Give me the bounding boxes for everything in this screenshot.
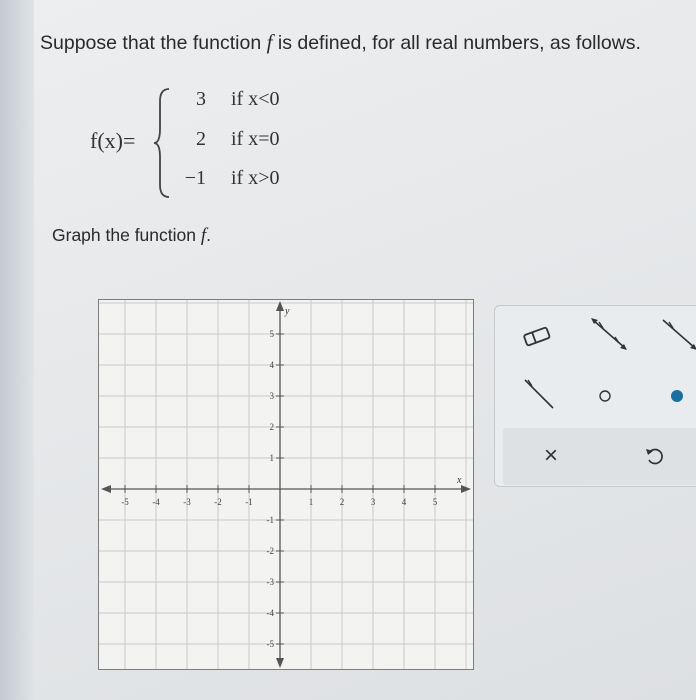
graph-toolbox [494, 305, 696, 487]
case-condition: if x=0 [231, 128, 280, 150]
segment-tool-icon [519, 374, 559, 414]
grid-lines [99, 300, 473, 669]
y-tick-label: 2 [269, 422, 274, 432]
graph-canvas[interactable] [98, 299, 474, 670]
x-tick-label: -2 [214, 497, 222, 507]
y-tick-label: 4 [269, 360, 274, 370]
x-tick-label: -1 [245, 497, 253, 507]
function-lhs: f(x)= [90, 128, 136, 153]
instruction-text: Graph the function [52, 225, 201, 245]
case-value: 2 [196, 128, 206, 150]
x-tick-label: 5 [432, 497, 438, 507]
closed-point-icon [665, 384, 689, 408]
clear-button[interactable]: × [543, 442, 558, 469]
closed-point-tool-button[interactable] [665, 384, 689, 408]
open-point-icon [593, 384, 617, 408]
y-tick-label: -4 [266, 608, 274, 618]
coordinate-plane[interactable] [99, 300, 473, 669]
segment-tool-button[interactable] [519, 374, 559, 414]
y-tick-label: -5 [266, 639, 274, 649]
x-tick-label: -5 [121, 497, 129, 507]
ray-tool-button[interactable] [659, 314, 696, 354]
function-name: f [200, 225, 207, 246]
x-tick-label: -4 [152, 497, 160, 507]
open-point-tool-button[interactable] [593, 384, 617, 408]
case-value: −1 [184, 167, 206, 189]
y-axis-label: y [285, 306, 290, 317]
screen-edge [0, 0, 34, 700]
ray-tool-icon [659, 314, 696, 354]
x-tick-label: 1 [308, 497, 314, 507]
piecewise-definition [90, 80, 330, 205]
x-tick-label: -3 [183, 497, 191, 507]
graph-instruction [52, 225, 211, 247]
y-tick-label: 5 [269, 329, 274, 339]
eraser-icon [521, 325, 553, 349]
undo-icon [644, 445, 666, 467]
line-tool-button[interactable] [589, 314, 629, 354]
undo-button[interactable] [639, 440, 671, 472]
x-tick-label: 3 [370, 497, 376, 507]
case-value: 3 [196, 88, 206, 110]
y-tick-label: -1 [266, 515, 274, 525]
instruction-period: . [206, 225, 212, 245]
function-name: f [266, 30, 273, 54]
y-tick-label: -3 [266, 577, 274, 587]
case-condition: if x>0 [231, 167, 280, 189]
toolbox-actions [503, 428, 696, 485]
y-axis-bottom-arrow [276, 658, 284, 668]
problem-intro: Suppose that the function [40, 32, 267, 54]
y-tick-label: 3 [269, 391, 274, 401]
line-tool-icon [589, 314, 629, 354]
y-tick-label: -2 [266, 546, 274, 556]
case-condition: if x<0 [231, 88, 280, 110]
y-tick-label: 1 [269, 453, 274, 463]
x-axis-label: x [457, 475, 462, 486]
eraser-tool-button[interactable] [519, 322, 555, 352]
x-axis-left-arrow [101, 485, 111, 493]
problem-statement [40, 30, 641, 55]
x-tick-label: 2 [339, 497, 345, 507]
x-tick-label: 4 [401, 497, 407, 507]
problem-rest: is defined, for all real numbers, as follows. [272, 32, 641, 54]
